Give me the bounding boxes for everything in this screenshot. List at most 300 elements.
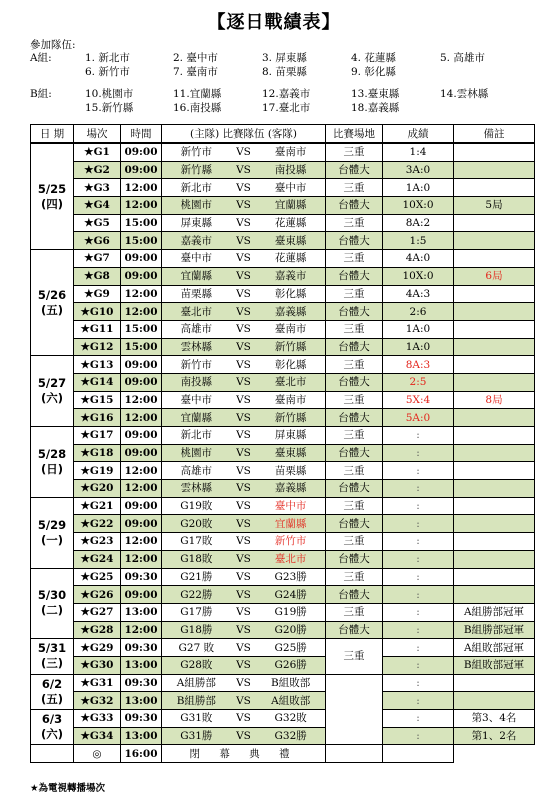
game-time: 09:00 bbox=[121, 373, 162, 391]
note-cell: 第1、2名 bbox=[454, 727, 535, 745]
away-team: G19勝 bbox=[256, 603, 325, 621]
table-row bbox=[31, 586, 535, 604]
game-id: ★G27 bbox=[74, 603, 121, 621]
game-id: ★G26 bbox=[74, 586, 121, 604]
score-cell: : bbox=[383, 656, 454, 674]
venue-cell: 三重 bbox=[326, 250, 383, 268]
game-id: ★G29 bbox=[74, 639, 121, 657]
table-row bbox=[31, 285, 535, 303]
team-entry: 18.嘉義縣 bbox=[351, 102, 400, 114]
ceremony-label: 閉 幕 典 禮 bbox=[162, 745, 326, 763]
vs-label: VS bbox=[231, 727, 257, 745]
table-row bbox=[31, 232, 535, 250]
table-row bbox=[31, 444, 535, 462]
game-time: 09:00 bbox=[121, 444, 162, 462]
date-label: 5/30 bbox=[37, 588, 67, 603]
table-row bbox=[31, 533, 535, 551]
team-entry: 15.新竹縣 bbox=[85, 102, 134, 114]
score-cell: 10X:0 bbox=[383, 197, 454, 215]
game-id: ★G4 bbox=[74, 197, 121, 215]
game-time: 12:00 bbox=[121, 533, 162, 551]
header-note: 備註 bbox=[454, 125, 535, 144]
home-team: 桃園市 bbox=[162, 197, 231, 215]
venue-cell: 三重 bbox=[326, 427, 383, 445]
table-row bbox=[31, 143, 535, 161]
vs-label: VS bbox=[231, 568, 257, 586]
venue-cell: 三重 bbox=[326, 320, 383, 338]
note-cell bbox=[454, 586, 535, 604]
date-cell bbox=[31, 143, 74, 250]
vs-label: VS bbox=[231, 444, 257, 462]
venue-cell: 台體大 bbox=[326, 161, 383, 179]
game-time: 09:30 bbox=[121, 710, 162, 728]
team-entry: 1. 新北市 bbox=[85, 52, 130, 64]
date-cell bbox=[31, 427, 74, 498]
note-cell bbox=[454, 143, 535, 161]
table-row bbox=[31, 621, 535, 639]
away-team: 花蓮縣 bbox=[256, 250, 325, 268]
game-time: 09:00 bbox=[121, 143, 162, 161]
home-team: 宜蘭縣 bbox=[162, 409, 231, 427]
home-team: B組勝部 bbox=[162, 692, 231, 710]
note-cell bbox=[454, 462, 535, 480]
game-time: 09:00 bbox=[121, 250, 162, 268]
home-team: G22勝 bbox=[162, 586, 231, 604]
team-entry: 17.臺北市 bbox=[262, 102, 311, 114]
home-team: G31敗 bbox=[162, 710, 231, 728]
table-row bbox=[31, 639, 535, 657]
note-cell bbox=[454, 338, 535, 356]
venue-cell: 三重 bbox=[326, 214, 383, 232]
note-cell bbox=[454, 161, 535, 179]
home-team: 臺中市 bbox=[162, 391, 231, 409]
teams-list bbox=[30, 50, 540, 114]
ceremony-score-cell bbox=[326, 745, 383, 763]
weekday-label: (日) bbox=[40, 461, 63, 476]
vs-label: VS bbox=[231, 409, 257, 427]
vs-label: VS bbox=[231, 161, 257, 179]
game-id: ★G11 bbox=[74, 320, 121, 338]
home-team: 桃園市 bbox=[162, 444, 231, 462]
game-id: ★G12 bbox=[74, 338, 121, 356]
game-time: 13:00 bbox=[121, 656, 162, 674]
game-id: ★G9 bbox=[74, 285, 121, 303]
away-team: 新竹縣 bbox=[256, 409, 325, 427]
home-team: 新竹縣 bbox=[162, 161, 231, 179]
date-cell bbox=[31, 497, 74, 568]
empty-date-cell bbox=[31, 745, 74, 763]
table-row bbox=[31, 214, 535, 232]
score-cell: 2:6 bbox=[383, 303, 454, 321]
team-row bbox=[30, 50, 540, 64]
vs-label: VS bbox=[231, 710, 257, 728]
game-id: ★G19 bbox=[74, 462, 121, 480]
game-id: ★G24 bbox=[74, 550, 121, 568]
note-cell bbox=[454, 373, 535, 391]
away-team: 臺中市 bbox=[256, 179, 325, 197]
score-cell: : bbox=[383, 727, 454, 745]
note-cell bbox=[454, 533, 535, 551]
venue-cell: 台體大 bbox=[326, 303, 383, 321]
table-row bbox=[31, 197, 535, 215]
weekday-label: (六) bbox=[40, 727, 63, 742]
away-team: 彰化縣 bbox=[256, 356, 325, 374]
team-entry: 4. 花蓮縣 bbox=[351, 52, 396, 64]
ceremony-marker: ◎ bbox=[74, 745, 121, 763]
home-team: 屏東縣 bbox=[162, 214, 231, 232]
away-team: G32敗 bbox=[256, 710, 325, 728]
date-label: 5/28 bbox=[37, 446, 67, 461]
note-cell bbox=[454, 232, 535, 250]
home-team: 南投縣 bbox=[162, 373, 231, 391]
ceremony-row bbox=[31, 745, 535, 763]
venue-cell: 三重 bbox=[326, 179, 383, 197]
score-cell: : bbox=[383, 639, 454, 657]
vs-label: VS bbox=[231, 338, 257, 356]
vs-label: VS bbox=[231, 656, 257, 674]
away-team: 南投縣 bbox=[256, 161, 325, 179]
game-id: ★G7 bbox=[74, 250, 121, 268]
table-row bbox=[31, 692, 535, 710]
team-entry: 13.臺東縣 bbox=[351, 88, 400, 100]
score-cell: 8A:3 bbox=[383, 356, 454, 374]
table-row bbox=[31, 515, 535, 533]
game-time: 12:00 bbox=[121, 480, 162, 498]
note-cell bbox=[454, 214, 535, 232]
note-cell bbox=[454, 250, 535, 268]
date-label: 5/25 bbox=[37, 181, 67, 196]
game-time: 12:00 bbox=[121, 462, 162, 480]
weekday-label: (四) bbox=[40, 196, 63, 211]
game-id: ★G30 bbox=[74, 656, 121, 674]
vs-label: VS bbox=[231, 692, 257, 710]
venue-cell: 三重 bbox=[326, 391, 383, 409]
away-team: G32勝 bbox=[256, 727, 325, 745]
game-id: ★G15 bbox=[74, 391, 121, 409]
note-cell bbox=[454, 674, 535, 692]
date-label: 5/26 bbox=[37, 287, 67, 302]
ceremony-time: 16:00 bbox=[121, 745, 162, 763]
note-cell bbox=[454, 550, 535, 568]
game-id: ★G16 bbox=[74, 409, 121, 427]
home-team: 苗栗縣 bbox=[162, 285, 231, 303]
game-id: ★G32 bbox=[74, 692, 121, 710]
vs-label: VS bbox=[231, 462, 257, 480]
game-id: ★G34 bbox=[74, 727, 121, 745]
date-cell bbox=[31, 250, 74, 356]
vs-label: VS bbox=[231, 356, 257, 374]
note-cell bbox=[454, 497, 535, 515]
game-id: ★G21 bbox=[74, 497, 121, 515]
home-team: 高雄市 bbox=[162, 320, 231, 338]
venue-cell: 三重 bbox=[326, 356, 383, 374]
venue-cell: 台體大 bbox=[326, 267, 383, 285]
score-cell: : bbox=[383, 462, 454, 480]
score-cell: : bbox=[383, 586, 454, 604]
game-id: ★G6 bbox=[74, 232, 121, 250]
table-row bbox=[31, 497, 535, 515]
away-team: G20勝 bbox=[256, 621, 325, 639]
note-cell bbox=[454, 444, 535, 462]
table-row bbox=[31, 409, 535, 427]
away-team: 苗栗縣 bbox=[256, 462, 325, 480]
score-cell: 1A:0 bbox=[383, 320, 454, 338]
date-label: 5/27 bbox=[37, 376, 67, 391]
away-team: 臺南市 bbox=[256, 143, 325, 161]
game-id: ★G25 bbox=[74, 568, 121, 586]
home-team: G18敗 bbox=[162, 550, 231, 568]
game-time: 13:00 bbox=[121, 603, 162, 621]
score-cell: 3A:0 bbox=[383, 161, 454, 179]
game-time: 12:00 bbox=[121, 621, 162, 639]
score-cell: 1:4 bbox=[383, 143, 454, 161]
away-team: 臺北市 bbox=[256, 550, 325, 568]
away-team: 宜蘭縣 bbox=[256, 515, 325, 533]
table-row bbox=[31, 550, 535, 568]
game-id: ★G14 bbox=[74, 373, 121, 391]
score-cell: : bbox=[383, 533, 454, 551]
game-time: 12:00 bbox=[121, 285, 162, 303]
header-date: 日 期 bbox=[31, 125, 74, 144]
home-team: 新竹市 bbox=[162, 143, 231, 161]
away-team: 屏東縣 bbox=[256, 427, 325, 445]
note-cell: 8局 bbox=[454, 391, 535, 409]
score-cell: : bbox=[383, 497, 454, 515]
vs-label: VS bbox=[231, 621, 257, 639]
venue-cell: 台體大 bbox=[326, 515, 383, 533]
away-team: G23勝 bbox=[256, 568, 325, 586]
score-cell: : bbox=[383, 427, 454, 445]
table-row bbox=[31, 568, 535, 586]
game-time: 09:00 bbox=[121, 497, 162, 515]
vs-label: VS bbox=[231, 639, 257, 657]
vs-label: VS bbox=[231, 250, 257, 268]
note-cell bbox=[454, 303, 535, 321]
game-id: ★G8 bbox=[74, 267, 121, 285]
team-entry: 12.嘉義市 bbox=[262, 88, 311, 100]
game-time: 12:00 bbox=[121, 409, 162, 427]
score-cell: : bbox=[383, 674, 454, 692]
weekday-label: (五) bbox=[40, 302, 63, 317]
game-id: ★G33 bbox=[74, 710, 121, 728]
venue-cell: 三重 bbox=[326, 462, 383, 480]
note-cell bbox=[454, 692, 535, 710]
weekday-label: (三) bbox=[40, 656, 63, 671]
vs-label: VS bbox=[231, 214, 257, 232]
game-time: 15:00 bbox=[121, 214, 162, 232]
table-row bbox=[31, 462, 535, 480]
home-team: 宜蘭縣 bbox=[162, 267, 231, 285]
away-team: G25勝 bbox=[256, 639, 325, 657]
team-entry: 16.南投縣 bbox=[173, 102, 222, 114]
venue-cell: 台體大 bbox=[326, 232, 383, 250]
game-time: 12:00 bbox=[121, 391, 162, 409]
home-team: 臺中市 bbox=[162, 250, 231, 268]
table-row bbox=[31, 603, 535, 621]
score-cell: : bbox=[383, 515, 454, 533]
table-row bbox=[31, 710, 535, 728]
venue-cell: 台體大 bbox=[326, 480, 383, 498]
vs-label: VS bbox=[231, 674, 257, 692]
note-cell bbox=[454, 427, 535, 445]
home-team: 高雄市 bbox=[162, 462, 231, 480]
vs-label: VS bbox=[231, 515, 257, 533]
score-cell: 5X:4 bbox=[383, 391, 454, 409]
note-cell: 6局 bbox=[454, 267, 535, 285]
vs-label: VS bbox=[231, 586, 257, 604]
away-team: 臺南市 bbox=[256, 320, 325, 338]
game-time: 09:30 bbox=[121, 674, 162, 692]
note-cell bbox=[454, 356, 535, 374]
weekday-label: (二) bbox=[40, 603, 63, 618]
note-cell: 第3、4名 bbox=[454, 710, 535, 728]
table-row bbox=[31, 267, 535, 285]
venue-cell: 台體大 bbox=[326, 621, 383, 639]
vs-label: VS bbox=[231, 373, 257, 391]
game-id: ★G18 bbox=[74, 444, 121, 462]
game-id: ★G1 bbox=[74, 143, 121, 161]
vs-label: VS bbox=[231, 232, 257, 250]
game-time: 09:30 bbox=[121, 639, 162, 657]
game-id: ★G31 bbox=[74, 674, 121, 692]
team-entry: 7. 臺南市 bbox=[173, 66, 218, 78]
team-entry: 14.雲林縣 bbox=[440, 88, 489, 100]
home-team: 臺北市 bbox=[162, 303, 231, 321]
score-cell: 10X:0 bbox=[383, 267, 454, 285]
score-cell: 8A:2 bbox=[383, 214, 454, 232]
table-row bbox=[31, 656, 535, 674]
score-cell: : bbox=[383, 692, 454, 710]
home-team: G18勝 bbox=[162, 621, 231, 639]
header-score: 成績 bbox=[383, 125, 454, 144]
vs-label: VS bbox=[231, 427, 257, 445]
game-time: 15:00 bbox=[121, 232, 162, 250]
date-label: 5/31 bbox=[37, 641, 67, 656]
home-team: A組勝部 bbox=[162, 674, 231, 692]
table-row bbox=[31, 356, 535, 374]
away-team: G24勝 bbox=[256, 586, 325, 604]
vs-label: VS bbox=[231, 197, 257, 215]
table-row bbox=[31, 179, 535, 197]
home-team: G17敗 bbox=[162, 533, 231, 551]
weekday-label: (五) bbox=[40, 691, 63, 706]
home-team: 新竹市 bbox=[162, 356, 231, 374]
team-entry: 5. 高雄市 bbox=[440, 52, 485, 64]
home-team: 雲林縣 bbox=[162, 480, 231, 498]
team-row bbox=[30, 100, 540, 114]
teams-label: 參加隊伍: bbox=[30, 39, 76, 51]
table-row bbox=[31, 373, 535, 391]
home-team: 新北市 bbox=[162, 427, 231, 445]
game-time: 09:00 bbox=[121, 356, 162, 374]
game-id: ★G13 bbox=[74, 356, 121, 374]
venue-cell: 台體大 bbox=[326, 444, 383, 462]
home-team: 嘉義市 bbox=[162, 232, 231, 250]
table-row bbox=[31, 338, 535, 356]
footnote: ★為電視轉播場次 bbox=[30, 783, 106, 794]
game-id: ★G20 bbox=[74, 480, 121, 498]
away-team: 臺中市 bbox=[256, 497, 325, 515]
note-cell bbox=[454, 480, 535, 498]
score-cell: 4A:3 bbox=[383, 285, 454, 303]
away-team: 新竹市 bbox=[256, 533, 325, 551]
date-label: 6/3 bbox=[41, 712, 63, 727]
header-time: 時間 bbox=[121, 125, 162, 144]
team-entry: 2. 臺中市 bbox=[173, 52, 218, 64]
team-entry: 8. 苗栗縣 bbox=[262, 66, 307, 78]
vs-label: VS bbox=[231, 320, 257, 338]
game-time: 09:00 bbox=[121, 267, 162, 285]
score-cell: 2:5 bbox=[383, 373, 454, 391]
group-label: A組: bbox=[30, 52, 52, 64]
note-cell bbox=[454, 409, 535, 427]
away-team: B組敗部 bbox=[256, 674, 325, 692]
note-cell bbox=[454, 179, 535, 197]
game-id: ★G5 bbox=[74, 214, 121, 232]
game-time: 15:00 bbox=[121, 338, 162, 356]
away-team: 臺南市 bbox=[256, 391, 325, 409]
home-team: G31勝 bbox=[162, 727, 231, 745]
score-cell: : bbox=[383, 710, 454, 728]
vs-label: VS bbox=[231, 285, 257, 303]
venue-cell: 三重 bbox=[326, 285, 383, 303]
group-label: B組: bbox=[30, 88, 52, 100]
game-time: 13:00 bbox=[121, 727, 162, 745]
game-time: 15:00 bbox=[121, 320, 162, 338]
game-id: ★G17 bbox=[74, 427, 121, 445]
venue-cell: 台體大 bbox=[326, 338, 383, 356]
venue-cell bbox=[326, 674, 383, 745]
note-cell: 5局 bbox=[454, 197, 535, 215]
note-cell: A組勝部冠軍 bbox=[454, 603, 535, 621]
venue-cell: 台體大 bbox=[326, 550, 383, 568]
table-row bbox=[31, 161, 535, 179]
date-cell bbox=[31, 356, 74, 427]
venue-cell: 三重 bbox=[326, 639, 383, 674]
schedule-table bbox=[30, 124, 535, 763]
game-id: ★G22 bbox=[74, 515, 121, 533]
game-id: ★G10 bbox=[74, 303, 121, 321]
away-team: 宜蘭縣 bbox=[256, 197, 325, 215]
header-game: 場次 bbox=[74, 125, 121, 144]
score-cell: 1:5 bbox=[383, 232, 454, 250]
date-label: 6/2 bbox=[41, 676, 63, 691]
table-row bbox=[31, 480, 535, 498]
team-row bbox=[30, 64, 540, 78]
game-time: 12:00 bbox=[121, 197, 162, 215]
venue-cell: 台體大 bbox=[326, 586, 383, 604]
vs-label: VS bbox=[231, 267, 257, 285]
table-row bbox=[31, 250, 535, 268]
vs-label: VS bbox=[231, 550, 257, 568]
vs-label: VS bbox=[231, 533, 257, 551]
note-cell: A組敗部冠軍 bbox=[454, 639, 535, 657]
ceremony-note-cell bbox=[383, 745, 454, 763]
game-time: 09:00 bbox=[121, 586, 162, 604]
home-team: G27 敗 bbox=[162, 639, 231, 657]
game-time: 09:00 bbox=[121, 161, 162, 179]
weekday-label: (六) bbox=[40, 391, 63, 406]
home-team: G17勝 bbox=[162, 603, 231, 621]
home-team: G21勝 bbox=[162, 568, 231, 586]
game-id: ★G28 bbox=[74, 621, 121, 639]
away-team: 臺東縣 bbox=[256, 232, 325, 250]
away-team: 花蓮縣 bbox=[256, 214, 325, 232]
table-row bbox=[31, 391, 535, 409]
venue-cell: 台體大 bbox=[326, 197, 383, 215]
weekday-label: (一) bbox=[40, 532, 63, 547]
game-time: 09:00 bbox=[121, 515, 162, 533]
